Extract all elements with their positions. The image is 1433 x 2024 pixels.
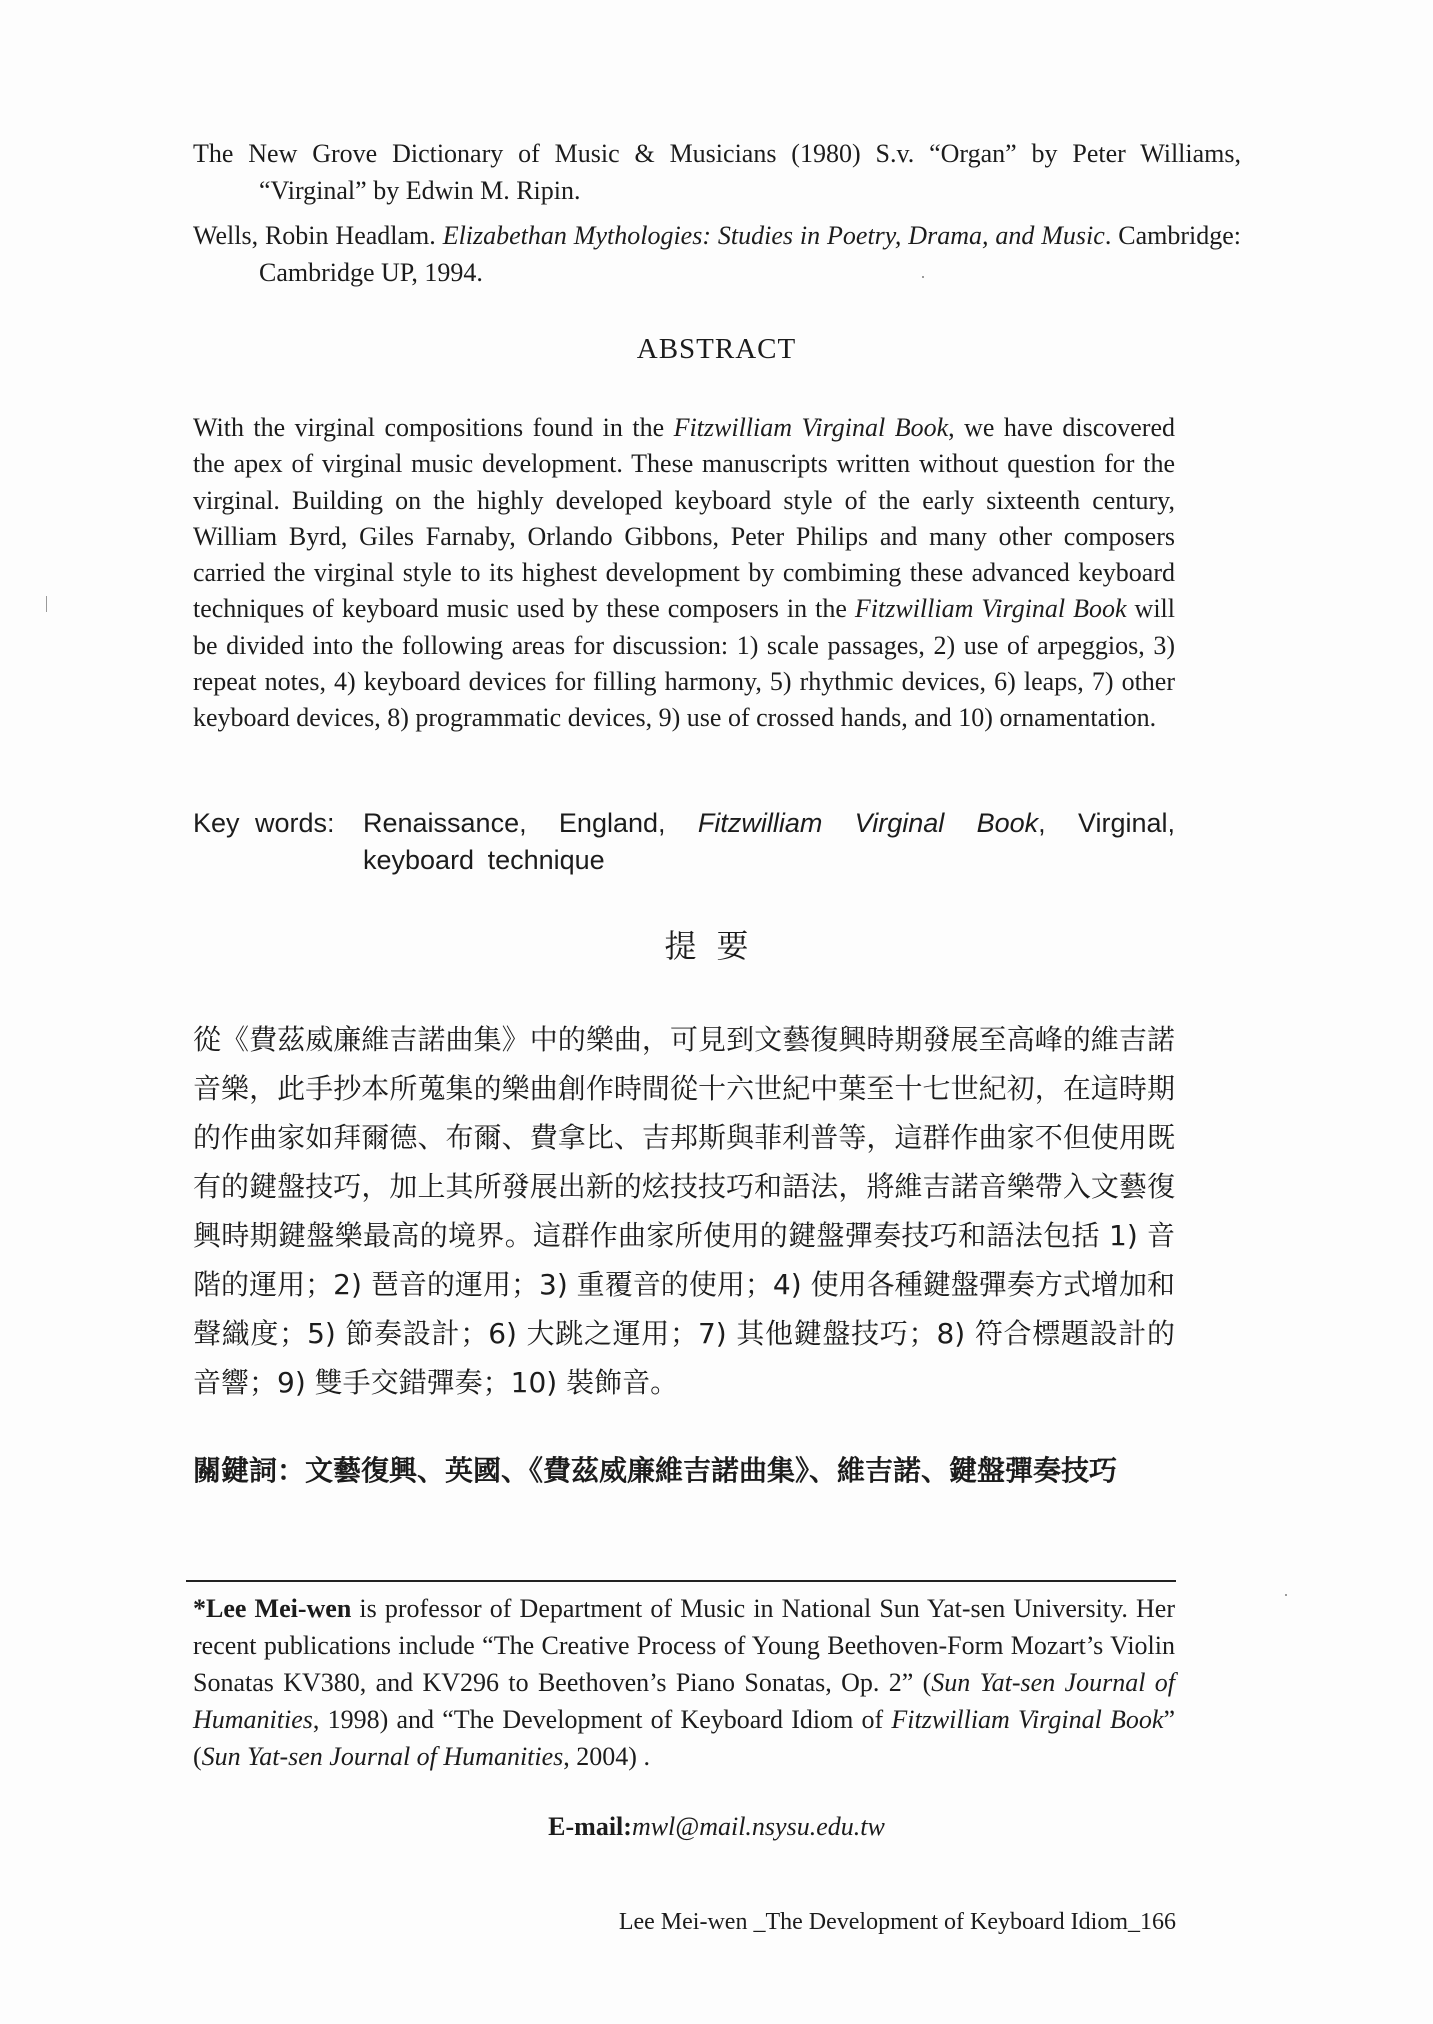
abstract-book-title-1: Fitzwilliam Virginal Book [673,413,949,442]
scan-speck [1285,1594,1287,1596]
chinese-abstract-body: 從《費茲威廉維吉諾曲集》中的樂曲，可見到文藝復興時期發展至高峰的維吉諾音樂，此手抄本所蒐集的樂曲創作時間從十六世紀中葉至十七世紀初，在這時期的作曲家如拜爾德、布爾、費拿比、吉邦斯與菲利普等，這群作曲家不但使用既有的鍵盤技巧，加上其所發展出新的炫技技巧和語法，將維吉諾音樂帶入文藝復興時期鍵盤樂最高的境界。這群作曲家所使用的鍵盤彈奏技巧和語法包括 1) 音階的運用；2) 琶音的運用；3) 重覆音的使用；4) 使用各種鍵盤彈奏方式增加和聲織度；5) 節奏設計；6) 大跳之運用；7) 其他鍵盤技巧；8) 符合標題設計的音響；9) 雙手交錯彈奏；10) 裝飾音。 [193,1023,1175,1399]
running-footer: Lee Mei-wen _The Development of Keyboard Idiom_166 [618,1909,1176,1935]
footnote-journal-1: Sun Yat-sen Journal of Humanities [193,1668,1176,1734]
scan-speck [46,596,47,612]
reference-wells-title: Elizabethan Mythologies: Studies in Poetry, Drama, and Music [442,221,1105,250]
reference-grove-text: The New Grove Dictionary of Music & Musicians (1980) S.v. “Organ” by Peter Williams, “Virginal” by Edwin M. Ripin. [193,139,1241,205]
keywords-values [363,805,1175,879]
footnote-text-1: is professor of Department of Music in National Sun Yat-sen University. Her recent publications include “The Creative Process of Young Beethoven-Form Mozart’s Violin Sonatas KV380, and KV296 to Beethoven’s Piano Sonatas, Op. 2” ( [193,1594,1175,1697]
footnote-text-4: , 2004) . [563,1742,650,1771]
author-footnote [193,1590,1175,1775]
abstract-text-3: will be divided into the following areas for discussion: 1) scale passages, 2) use of arpeggios, 3) repeat notes, 4) keyboard devices for filling harmony, 5) rhythmic devices, 6) leaps, 7) other keyboard devices, 8) programmatic devices, 9) use of crossed hands, and 10) ornamentation. [193,594,1176,733]
keywords-book-title: Fitzwilliam Virginal Book [697,808,1039,838]
chinese-abstract-heading: 提要 [664,927,769,965]
email-label: E-mail: [548,1812,632,1841]
abstract-text-1: With the virginal compositions found in the [193,413,674,442]
abstract-body [193,410,1175,737]
footnote-author-name: *Lee Mei-wen [193,1594,352,1623]
keywords-label: Key words: [193,808,335,838]
reference-wells [193,217,1241,291]
keywords-part-1: Renaissance, England, [363,808,698,838]
footnote-book-title: Fitzwilliam Virginal Book [891,1705,1164,1734]
abstract-heading: ABSTRACT [636,333,797,365]
chinese-keywords: 關鍵詞：文藝復興、英國、《費茲威廉維吉諾曲集》、維吉諾、鍵盤彈奏技巧 [193,1454,1118,1487]
abstract-book-title-2: Fitzwilliam Virginal Book [854,594,1127,624]
abstract-text-2: , we have discovered the apex of virginal music development. These manuscripts written without question for the virginal. Building on the highly developed keyboard style of the early sixteenth century, William Byrd, Giles Farnaby, Orlando Gibbons, Peter Philips and many other composers carried the virginal style to its highest development by combiming these advanced keyboard techniques of keyboard music used by these composers in the [193,413,1175,624]
reference-grove [193,135,1241,209]
footnote-email [0,1812,1433,1842]
footnote-divider [186,1580,1176,1582]
footnote-journal-2: Sun Yat-sen Journal of Humanities [201,1742,564,1771]
footnote-text-3: ” ( [193,1705,1175,1771]
keywords-part-2: , Virginal, keyboard technique [363,808,1176,875]
footnote-text-2: , 1998) and “The Development of Keyboard Idiom of [312,1705,892,1734]
reference-wells-author: Wells, Robin Headlam. [193,221,443,250]
keywords-english [193,805,1175,879]
reference-wells-publisher: . Cambridge: Cambridge UP, 1994. [259,221,1241,287]
email-address: mwl@mail.nsysu.edu.tw [631,1812,885,1841]
scan-speck [922,276,924,278]
